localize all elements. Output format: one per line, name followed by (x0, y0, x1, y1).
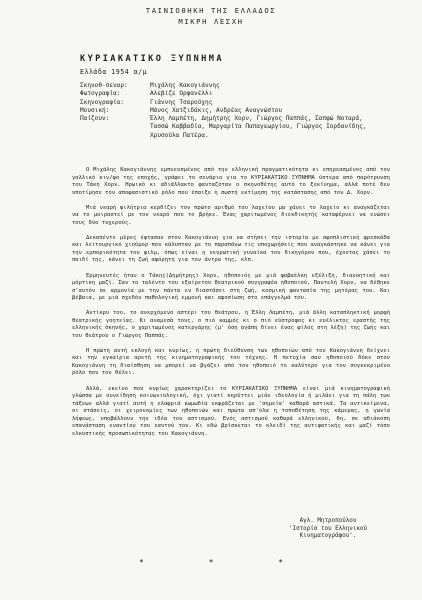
credit-label: Μουσική: (80, 106, 110, 114)
film-country-year: Ελλάδα 1954 α/μ (80, 68, 148, 76)
credit-row (80, 115, 380, 140)
paragraph: Ερμηνευτές ήταν ο Τάκης(Δημήτρης) Χορν, ηθοποιός με μιά φαβαέλκη εξέλιξη, διανοητική και μόρτικη μαζί. Σαν το ταλέντο του εξαίρετου θεατρικού συγγραφέα ηθοποιού, Παντελή Χορν, να δέθηκε σ'αυτόν σε αρμονία με την πάντα εν διαστάσει στη ζωή, κοσμική φαντασία της μητέρας του. Και βέβαια, με μιά σχεδόν παθολογική εμμονή και αφοσίωση στο επάγγελμά του. (72, 272, 390, 302)
paragraph: Δεκαπέντε μέρες έφτασαν στον Κακογιάννη για να στήσει την ιστορία με αφοπλιστική φρεσκάδα και λειτουργικό χιούμορ που κάλυπταν με το παραπάνω τις υποχωρήσεις που αναγκάστηκε να κάνει για την εμπορικότητα του φιλμ, όπως είναι η νευρωτική γυναίκα του δικηγόρου που, έχοντας χάσει το παιδί της, κάνει τη ζωή αφόρητη για τον άντρα της, κλπ. (72, 234, 390, 264)
credit-label: Φωτογραφία: (80, 90, 121, 98)
credit-value: Μιχάλης Κακογιάννης (150, 82, 220, 89)
source-title-line1: 'Ιστορία του Ελληνικού (288, 525, 368, 532)
credit-row (80, 99, 380, 107)
paragraph: Ο Μιχάλης Κακογιάννης εμπνευσμένος από την ελληνική πραγματικότητα κι επηρεασμένος από τον γαλλικό κιν/φο της εποχής, γράφει το σενάριο για το ΚΥΡΙΑΚΑΤΙΚΟ ΞΥΠΝΗΜΑ ύστερα από παρότρυνση του Τάκη Χορν. Ηρωικό κι αδιάλλακτο φανταζόταν ο σκηνοθέτης αυτό το ξεκίνημα, αλλά ποτέ δεν υποτίμησε τον αποφασιστικό ρόλο που έπαιξε η σωστή εκτίμηση της κατάστασης από τον Δ. Χορν. (72, 167, 390, 196)
source-title-line2: Κινηματογράφου'. (299, 533, 357, 540)
paragraph: Μιά νεαρή ψιλήτρια κερδίζει τον πρώτο αριθμό του λαχείου μα χάνει το λαχείο κι αναγκάζεται να το μοιραστεί με τον νεαρό που το βρήκε. Ένας χαριτωμένος διεκδικητής καταφέρνει να ενώσει τους δύο τυχερούς. (72, 204, 390, 226)
credit-label: Παίζουν: (80, 115, 110, 123)
signature-block (258, 518, 398, 541)
closing-stars: * * * (138, 558, 314, 567)
institution-name: ΤΑΙΝΙΟΘΗΚΗ ΤΗΣ ΕΛΛΑΔΟΣ (145, 6, 277, 15)
article-body (72, 167, 390, 446)
club-name: ΜΙΚΡΗ ΛΕΣΧΗ (178, 17, 244, 26)
credit-row (80, 90, 380, 98)
credit-value: Έλλη Λαμπέτη, Δημήτρης Χορν, Γιώργος Παππάς, Σαπφώ Νοταρά, Τασσώ Καββαδία, Μαργαρίτα Παπαγεωργίου, Γιώργος Ιορδανίδης, Χρυσούλα Πατέρα. (150, 115, 367, 139)
paragraph: Αντίκρυ του, το ανερχόμενο αστέρι του θεάτρου, η Έλλη Λαμπέτη, μιά άλλη καταπληκτική μορφή θεατρικής γοητείας. Κι αναμεσά τους, ο πιό καμμός κι ο πιό εύστροφος κι ευέλικτος εραστής της ελληνικής σκηνής, ο χαριτωμένος κατεργάρης (μ' όση αγάπη δίνει ένας φίλος στη λέξη) της ζωής και του θεάτρου ο Γιώργος Παππάς. (72, 310, 390, 339)
credit-row (80, 107, 380, 115)
paragraph: Αλλά, εκείνο που κυρίως χαρακτηρίζει το ΚΥΡΙΑΚΑΤΙΚΟ ΞΥΠΝΗΜΑ είναι μιά κινηματογραφική γλώσσα με ουνείδηση κοινωνιολογική, όχι γιατί κηρύττει μιάν ιδεολογία ή μιλάει για τη πάλη των τάξεων αλλά γιατί αυτή η ελαφριά κωμωδία εκφράζεται με 'σημεία' καθαρά αστικά. Τα αντικείμενα, οι στάσεις, οι χειρονομίες των ηθοποιών και πρώτα απ'όλα η τοποθέτηση της κάμερας, η γωνία λήψεως, υποβάλλουν την ιδέα του αστισμού. Ενός αστισμού καθαρά ελληνικού, δη. σε αδιάκοπη επανάσταση εναντίον του εαυτού του. Κι εδώ βρίσκεται το κλειδί της αντιφατικής και μαζί τόσο ελκυστικής προσωπικότητας του Κακογιάννη. (72, 385, 390, 437)
credits-block (80, 82, 380, 140)
credit-label: Σκηνογραφία: (80, 98, 125, 106)
credit-value: Μάνος Χατζιδάκις, Ανδρέας Αναγνώστου (150, 106, 283, 114)
author-name: Αγλ. Μητροπούλου (299, 518, 357, 524)
credit-row (80, 82, 380, 90)
paragraph: Η πρώτη αυτή εκλογή και κυρίως, η πρώτη διεύθυνση των ηθοποιών από τον Κακογιάννη δείχνει και την εγκαίρια αρετή της κινηματογραφικής του τέχνης. Η πετυχία σαν ηθοποιού δόκε στον Κακογιάννη τη διαίσθηση να μπορεί να βγάζει από τον ηθοποιό το καλύτερο για τον συγκεκριμένο ρόλο που τον θέλει. (72, 347, 390, 377)
credit-value: Αλεβίζε Ορφανέλλι (150, 90, 213, 98)
credit-label: Σκηνοθ-σεναρ: (80, 82, 128, 89)
film-title: ΚΥΡΙΑΚΑΤΙΚΟ ΞΥΠΝΗΜΑ (80, 54, 224, 64)
credit-value: Γιάννης Τσαρούχης (150, 98, 213, 106)
